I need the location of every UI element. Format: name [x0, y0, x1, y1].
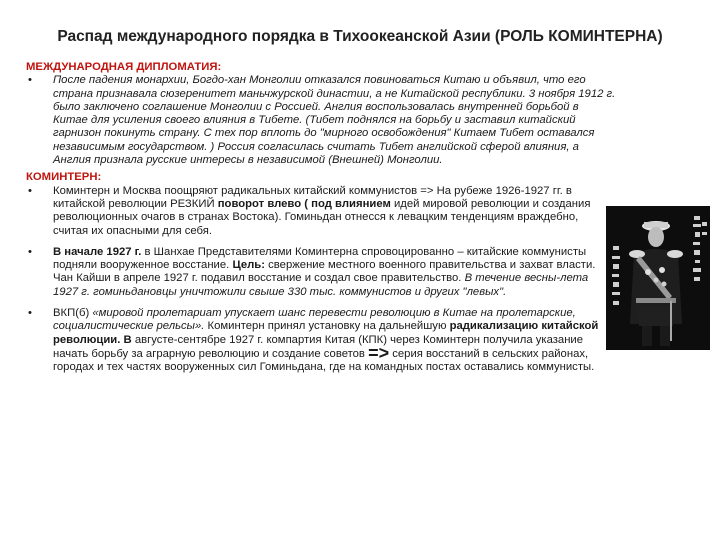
diplomacy-heading: МЕЖДУНАРОДНАЯ ДИПЛОМАТИЯ:: [26, 61, 222, 73]
p3-part-h: серия восстаний в сельских районах, городах и тех частях вооруженных сил Гоминьдана, где на командных постах оставались коммунисты.: [53, 347, 595, 374]
p2-italic-repression: В течение весны-лета 1927 г. гоминьдановцы уничтожили свыше 330 тыс. коммунистов и других "левых".: [53, 272, 589, 298]
p1-part-c: идей мировой революции и создания революционных очагов в странах Востока). Гоминьдан отнесся к левацким тенденциям враждебно, считая их опасными для себя.: [53, 197, 591, 237]
p3-part-g: августе-сентябре 1927 г. компартия Китая (КПК) через Коминтерн получила указание начать борьбу за аграрную революцию и создание советов: [53, 333, 584, 360]
arrow-icon: =>: [368, 342, 390, 363]
comintern-text-2: [53, 246, 616, 299]
p2-part-b: в Шанхае Представителями Коминтерна спровоцированно – китайские коммунисты подняли вооруженное восстание.: [53, 245, 587, 272]
p3-bold-in: В: [123, 333, 132, 346]
p3-part-c: Коминтерн принял установку на дальнейшую: [204, 320, 450, 333]
slide-title: Распад международного порядка в Тихоокеанской Азии (РОЛЬ КОМИНТЕРНА): [57, 28, 663, 45]
diplomacy-paragraph: [26, 74, 616, 167]
chiang-kai-shek-portrait: [606, 206, 710, 350]
slide-body: [26, 61, 616, 375]
comintern-paragraph-2: [26, 246, 616, 299]
comintern-paragraph-3: [26, 307, 616, 374]
diplomacy-text: После падения монархии, Богдо-хан Монголии отказался повиноваться Китаю и объявил, что его страна признавала сюзеренитет маньчжурской династии, а не Китайской республики. 3 ноября 1912 г. было заключено соглашение Монголии с Россией. Англия воспользовалась внутренней борьбой в Китае для усиления своего влияния в Тибете. (Тибет поднялся на борьбу и заставил китайский гарнизон покинуть страну. С тех пор вплоть до "мирного освобождения" Китаем Тибет оставался независимым государством. ) Россия согласилась считать Тибет английской сферой влияния, а Англия признала русские интересы в независимой (Внешней) Монголии.: [53, 74, 616, 167]
p2-part-d: свержение местного военного правительства и захват власти. Чан Кайши в апреле 1927 г. подавил восстание и создал свое правительство.: [53, 259, 596, 285]
comintern-paragraph-1: [26, 185, 616, 238]
p2-bold-date: В начале 1927 г.: [53, 245, 142, 258]
bullet-icon: •: [28, 245, 32, 258]
comintern-heading: КОМИНТЕРН:: [26, 171, 102, 184]
comintern-text-1: [53, 185, 616, 238]
portrait-image: [606, 206, 710, 350]
p3-bold-radicalization: радикализацию китайской революции.: [53, 320, 599, 346]
p2-bold-goal: Цель:: [232, 259, 265, 272]
p1-bold-turn-left: поворот влево ( под влиянием: [217, 197, 391, 210]
p3-part-a: ВКП(б): [53, 307, 93, 320]
p1-part-a: Коминтерн и Москва поощряют радикальных китайский коммунистов => На рубеже 1926-1927 гг. в китайской революции РЕЗКИЙ: [53, 184, 572, 210]
bullet-icon: •: [28, 184, 32, 197]
bullet-icon: •: [28, 74, 32, 87]
bullet-icon: •: [28, 307, 32, 320]
p3-italic-quote: «мировой пролетариат упускает шанс перевести революцию в Китае на пролетарские, социалистические рельсы».: [53, 307, 576, 333]
comintern-text-3: [53, 307, 616, 374]
